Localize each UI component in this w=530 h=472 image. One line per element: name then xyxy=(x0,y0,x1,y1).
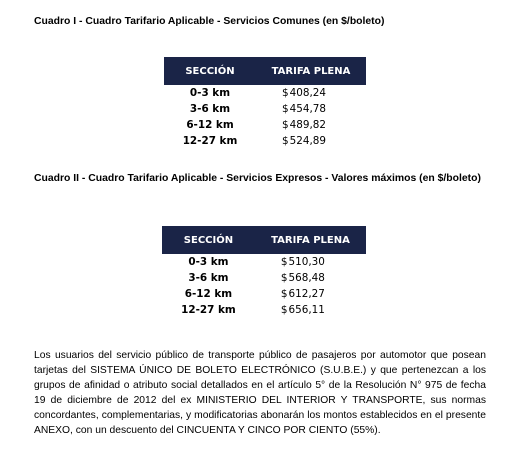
seccion-cell: 0-3 km xyxy=(188,256,229,268)
tarifa-value: 524,89 xyxy=(289,135,326,147)
seccion-cell: 6-12 km xyxy=(186,119,234,131)
currency-symbol: $ xyxy=(280,272,288,284)
tarifa-value: 408,24 xyxy=(289,87,326,99)
table-row xyxy=(164,85,366,101)
tarifa-value: 568,48 xyxy=(288,272,325,284)
table-header-row xyxy=(164,57,366,85)
tarifa-cell xyxy=(255,270,366,286)
tarifa-cell xyxy=(255,302,366,318)
table-header-row xyxy=(162,226,366,254)
seccion-cell: 3-6 km xyxy=(189,103,231,115)
tarifa-cell xyxy=(256,101,366,117)
tarifa-cell xyxy=(255,286,366,302)
table-row xyxy=(162,286,366,302)
tarifa-value: 656,11 xyxy=(288,304,325,316)
table-row xyxy=(164,133,366,149)
currency-symbol: $ xyxy=(282,135,289,147)
table-row xyxy=(162,302,366,318)
currency-symbol: $ xyxy=(282,87,289,99)
tarifa-value: 612,27 xyxy=(288,288,325,300)
seccion-cell: 6-12 km xyxy=(184,288,233,300)
header-seccion: SECCIÓN xyxy=(162,226,255,254)
tarifa-cell xyxy=(256,133,366,149)
currency-symbol: $ xyxy=(282,103,289,115)
header-tarifa-plena: TARIFA PLENA xyxy=(255,226,366,254)
cuadro-2-title: Cuadro II - Cuadro Tarifario Aplicable - Servicios Expresos - Valores máximos (en $/boleto) xyxy=(34,173,481,184)
currency-symbol: $ xyxy=(282,119,289,131)
seccion-cell: 3-6 km xyxy=(188,272,229,284)
currency-symbol: $ xyxy=(280,288,288,300)
currency-symbol: $ xyxy=(280,304,288,316)
currency-symbol: $ xyxy=(280,256,288,268)
seccion-cell: 12-27 km xyxy=(182,135,238,147)
tarifa-cell xyxy=(255,254,366,270)
tarifa-value: 454,78 xyxy=(289,103,326,115)
cuadro-2-table xyxy=(162,226,366,318)
table-row xyxy=(162,254,366,270)
table-row xyxy=(162,270,366,286)
tarifa-cell xyxy=(256,117,366,133)
seccion-cell: 12-27 km xyxy=(181,304,236,316)
seccion-cell: 0-3 km xyxy=(189,87,231,99)
tarifa-cell xyxy=(256,85,366,101)
header-tarifa-plena: TARIFA PLENA xyxy=(256,57,366,85)
tarifa-value: 510,30 xyxy=(288,256,325,268)
cuadro-1-title: Cuadro I - Cuadro Tarifario Aplicable - Servicios Comunes (en $/boleto) xyxy=(34,16,385,27)
tarifa-value: 489,82 xyxy=(289,119,326,131)
cuadro-1-table xyxy=(164,57,366,149)
table-row xyxy=(164,101,366,117)
header-seccion: SECCIÓN xyxy=(164,57,256,85)
table-row xyxy=(164,117,366,133)
legal-paragraph: Los usuarios del servicio público de transporte público de pasajeros por automotor que posean tarjetas del SISTEMA ÚNICO DE BOLETO ELECTRÓNICO (S.U.B.E.) y que pertenezcan a los grupos de afinidad o atributo social detallados en el artículo 5° de la Resolución N° 975 de fecha 19 de diciembre de 2012 del ex MINISTERIO DEL INTERIOR Y TRANSPORTE, sus normas concordantes, complementarias, y modificatorias abonarán los montos establecidos en el presente ANEXO, con un descuento del CINCUENTA Y CINCO POR CIENTO (55%). xyxy=(34,350,486,436)
